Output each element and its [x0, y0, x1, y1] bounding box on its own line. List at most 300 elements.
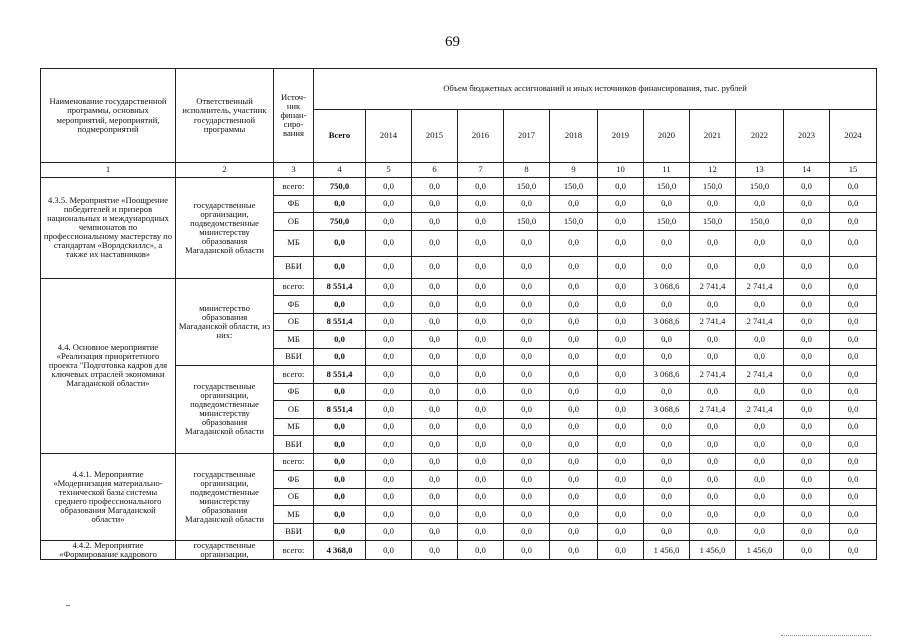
year-value: 0,0 [690, 331, 736, 349]
year-value: 0,0 [504, 195, 550, 213]
year-value: 0,0 [598, 523, 644, 541]
funding-source: ВБИ [274, 256, 314, 278]
year-value: 0,0 [412, 195, 458, 213]
funding-source: ФБ [274, 195, 314, 213]
header-year: 2022 [736, 110, 784, 163]
year-value: 0,0 [412, 383, 458, 401]
year-value: 0,0 [366, 348, 412, 366]
year-value: 0,0 [458, 195, 504, 213]
column-number: 11 [644, 163, 690, 178]
year-value: 0,0 [458, 213, 504, 231]
header-responsible: Ответственный исполнитель, участник государственной программы [176, 69, 274, 163]
year-value: 0,0 [458, 348, 504, 366]
column-number: 15 [830, 163, 877, 178]
year-value: 0,0 [644, 418, 690, 436]
funding-source: ВБИ [274, 348, 314, 366]
column-number: 3 [274, 163, 314, 178]
year-value: 0,0 [504, 383, 550, 401]
year-value: 0,0 [784, 313, 830, 331]
year-value: 0,0 [784, 366, 830, 384]
header-year: 2018 [550, 110, 598, 163]
year-value: 0,0 [598, 313, 644, 331]
year-value: 0,0 [644, 256, 690, 278]
year-value: 0,0 [736, 256, 784, 278]
year-value: 0,0 [458, 523, 504, 541]
responsible-executor: государственные организации, подведомственные министерству образования Магаданской области [176, 178, 274, 279]
year-value: 1 456,0 [736, 541, 784, 560]
year-value: 0,0 [644, 331, 690, 349]
year-value: 0,0 [598, 471, 644, 489]
year-value: 0,0 [458, 278, 504, 296]
year-value: 0,0 [830, 195, 877, 213]
year-value: 0,0 [550, 256, 598, 278]
total-value: 0,0 [314, 296, 366, 314]
year-value: 0,0 [412, 401, 458, 419]
year-value: 0,0 [550, 331, 598, 349]
year-value: 0,0 [412, 296, 458, 314]
year-value: 0,0 [550, 471, 598, 489]
year-value: 0,0 [690, 195, 736, 213]
year-value: 0,0 [458, 331, 504, 349]
year-value: 0,0 [366, 366, 412, 384]
year-value: 0,0 [736, 506, 784, 524]
year-value: 0,0 [412, 366, 458, 384]
total-value: 0,0 [314, 523, 366, 541]
year-value: 0,0 [458, 401, 504, 419]
funding-source: ВБИ [274, 436, 314, 454]
year-value: 0,0 [830, 523, 877, 541]
year-value: 0,0 [690, 523, 736, 541]
total-value: 0,0 [314, 436, 366, 454]
year-value: 0,0 [830, 488, 877, 506]
year-value: 0,0 [598, 296, 644, 314]
year-value: 0,0 [784, 506, 830, 524]
header-year: 2015 [412, 110, 458, 163]
year-value: 0,0 [550, 436, 598, 454]
year-value: 0,0 [736, 383, 784, 401]
funding-source: ФБ [274, 471, 314, 489]
year-value: 0,0 [412, 213, 458, 231]
funding-source: ФБ [274, 296, 314, 314]
year-value: 0,0 [412, 256, 458, 278]
year-value: 0,0 [504, 401, 550, 419]
year-value: 0,0 [690, 256, 736, 278]
header-year: 2020 [644, 110, 690, 163]
total-value: 8 551,4 [314, 313, 366, 331]
year-value: 0,0 [504, 366, 550, 384]
year-value: 150,0 [504, 213, 550, 231]
year-value: 150,0 [690, 213, 736, 231]
total-value: 0,0 [314, 488, 366, 506]
year-value: 0,0 [412, 178, 458, 196]
year-value: 0,0 [830, 178, 877, 196]
header-year: 2023 [784, 110, 830, 163]
column-number: 4 [314, 163, 366, 178]
year-value: 0,0 [784, 418, 830, 436]
year-value: 0,0 [690, 488, 736, 506]
year-value: 3 068,6 [644, 366, 690, 384]
year-value: 0,0 [784, 523, 830, 541]
year-value: 0,0 [366, 213, 412, 231]
total-value: 0,0 [314, 348, 366, 366]
column-number: 12 [690, 163, 736, 178]
year-value: 0,0 [504, 348, 550, 366]
year-value: 0,0 [598, 401, 644, 419]
column-number: 7 [458, 163, 504, 178]
year-value: 0,0 [830, 541, 877, 560]
program-name: 4.4.1. Мероприятие «Модернизация материально-технической базы системы среднего профессионального образования Магаданской области» [41, 453, 176, 541]
year-value: 0,0 [598, 256, 644, 278]
funding-source: ВБИ [274, 523, 314, 541]
total-value: 8 551,4 [314, 366, 366, 384]
margin-mark [66, 605, 70, 606]
program-name: 4.3.5. Мероприятие «Поощрение победителей и призеров национальных и международных чемпионатов по профессиональному мастерству по стандартам «Ворлдскиллс», а также их наставников» [41, 178, 176, 279]
year-value: 0,0 [366, 506, 412, 524]
column-numbers-row [41, 163, 877, 178]
header-name: Наименование государственной программы, основных мероприятий, мероприятий, подмероприятий [41, 69, 176, 163]
year-value: 0,0 [504, 256, 550, 278]
total-value: 0,0 [314, 383, 366, 401]
year-value: 0,0 [784, 178, 830, 196]
year-value: 2 741,4 [736, 401, 784, 419]
year-value: 0,0 [690, 230, 736, 256]
responsible-executor: государственные организации, подведомственные министерству образования Магаданской области [176, 366, 274, 454]
footer-dots [781, 635, 871, 636]
year-value: 2 741,4 [736, 366, 784, 384]
year-value: 0,0 [830, 230, 877, 256]
year-value: 0,0 [550, 313, 598, 331]
year-value: 0,0 [550, 453, 598, 471]
year-value: 0,0 [550, 488, 598, 506]
year-value: 0,0 [366, 401, 412, 419]
year-value: 0,0 [690, 471, 736, 489]
year-value: 2 741,4 [690, 278, 736, 296]
column-number: 10 [598, 163, 644, 178]
year-value: 0,0 [736, 296, 784, 314]
year-value: 0,0 [550, 230, 598, 256]
year-value: 0,0 [644, 230, 690, 256]
year-value: 0,0 [690, 436, 736, 454]
year-value: 0,0 [412, 278, 458, 296]
year-value: 0,0 [598, 383, 644, 401]
total-value: 8 551,4 [314, 278, 366, 296]
year-value: 3 068,6 [644, 313, 690, 331]
year-value: 0,0 [550, 523, 598, 541]
year-value: 0,0 [644, 453, 690, 471]
year-value: 0,0 [784, 331, 830, 349]
year-value: 150,0 [644, 178, 690, 196]
year-value: 0,0 [598, 541, 644, 560]
year-value: 0,0 [550, 195, 598, 213]
year-value: 0,0 [458, 436, 504, 454]
year-value: 0,0 [644, 436, 690, 454]
year-value: 0,0 [690, 506, 736, 524]
year-value: 0,0 [366, 313, 412, 331]
year-value: 0,0 [412, 331, 458, 349]
header-year: 2024 [830, 110, 877, 163]
year-value: 0,0 [458, 296, 504, 314]
year-value: 0,0 [412, 313, 458, 331]
total-value: 0,0 [314, 256, 366, 278]
total-value: 0,0 [314, 195, 366, 213]
year-value: 2 741,4 [736, 278, 784, 296]
year-value: 0,0 [830, 213, 877, 231]
year-value: 0,0 [412, 418, 458, 436]
year-value: 0,0 [644, 488, 690, 506]
year-value: 0,0 [458, 488, 504, 506]
year-value: 0,0 [736, 331, 784, 349]
header-year: 2014 [366, 110, 412, 163]
year-value: 0,0 [736, 230, 784, 256]
column-number: 8 [504, 163, 550, 178]
year-value: 0,0 [598, 178, 644, 196]
year-value: 150,0 [550, 178, 598, 196]
year-value: 0,0 [366, 278, 412, 296]
year-value: 0,0 [598, 213, 644, 231]
responsible-executor: государственные организации, подведомственные министерству образования Магаданской области [176, 453, 274, 541]
year-value: 0,0 [830, 436, 877, 454]
year-value: 0,0 [784, 195, 830, 213]
year-value: 0,0 [830, 418, 877, 436]
year-value: 0,0 [550, 296, 598, 314]
funding-source: ОБ [274, 401, 314, 419]
year-value: 0,0 [458, 453, 504, 471]
year-value: 0,0 [736, 348, 784, 366]
year-value: 0,0 [504, 436, 550, 454]
year-value: 0,0 [644, 383, 690, 401]
year-value: 0,0 [830, 313, 877, 331]
total-value: 750,0 [314, 178, 366, 196]
year-value: 0,0 [690, 296, 736, 314]
year-value: 0,0 [598, 366, 644, 384]
year-value: 0,0 [830, 331, 877, 349]
year-value: 0,0 [458, 383, 504, 401]
funding-source: всего: [274, 541, 314, 560]
year-value: 0,0 [598, 453, 644, 471]
year-value: 0,0 [366, 523, 412, 541]
year-value: 0,0 [690, 418, 736, 436]
year-value: 0,0 [366, 453, 412, 471]
total-value: 750,0 [314, 213, 366, 231]
year-value: 150,0 [644, 213, 690, 231]
year-value: 0,0 [550, 383, 598, 401]
header-year: 2017 [504, 110, 550, 163]
year-value: 0,0 [550, 541, 598, 560]
year-value: 0,0 [644, 195, 690, 213]
year-value: 2 741,4 [690, 313, 736, 331]
year-value: 0,0 [784, 213, 830, 231]
year-value: 2 741,4 [690, 401, 736, 419]
year-value: 0,0 [784, 436, 830, 454]
year-value: 0,0 [784, 383, 830, 401]
funding-source: МБ [274, 418, 314, 436]
year-value: 3 068,6 [644, 278, 690, 296]
year-value: 0,0 [504, 488, 550, 506]
year-value: 0,0 [412, 523, 458, 541]
funding-source: всего: [274, 453, 314, 471]
total-value: 8 551,4 [314, 401, 366, 419]
year-value: 0,0 [598, 195, 644, 213]
year-value: 0,0 [644, 471, 690, 489]
year-value: 0,0 [644, 296, 690, 314]
year-value: 0,0 [830, 471, 877, 489]
year-value: 0,0 [784, 453, 830, 471]
year-value: 0,0 [504, 418, 550, 436]
table-row [41, 453, 877, 471]
year-value: 0,0 [366, 178, 412, 196]
header-volume: Объем бюджетных ассигнований и иных источников финансирования, тыс. рублей [314, 69, 877, 110]
table-row [41, 541, 877, 560]
year-value: 0,0 [598, 436, 644, 454]
year-value: 150,0 [736, 178, 784, 196]
funding-source: всего: [274, 366, 314, 384]
year-value: 0,0 [458, 256, 504, 278]
year-value: 0,0 [784, 278, 830, 296]
year-value: 0,0 [504, 506, 550, 524]
year-value: 0,0 [412, 488, 458, 506]
table-row [41, 178, 877, 196]
year-value: 150,0 [550, 213, 598, 231]
year-value: 0,0 [598, 488, 644, 506]
year-value: 0,0 [504, 523, 550, 541]
year-value: 0,0 [550, 366, 598, 384]
year-value: 0,0 [412, 506, 458, 524]
year-value: 0,0 [458, 230, 504, 256]
header-source: Источ-ник финан-сиро-вания [274, 69, 314, 163]
year-value: 0,0 [784, 541, 830, 560]
year-value: 150,0 [690, 178, 736, 196]
year-value: 0,0 [830, 366, 877, 384]
year-value: 0,0 [550, 506, 598, 524]
table-row [41, 278, 877, 296]
year-value: 0,0 [366, 296, 412, 314]
year-value: 0,0 [784, 256, 830, 278]
year-value: 0,0 [504, 471, 550, 489]
year-value: 1 456,0 [690, 541, 736, 560]
header-year: 2016 [458, 110, 504, 163]
year-value: 0,0 [412, 230, 458, 256]
year-value: 0,0 [458, 178, 504, 196]
year-value: 0,0 [690, 348, 736, 366]
year-value: 0,0 [736, 436, 784, 454]
column-number: 2 [176, 163, 274, 178]
responsible-executor: министерство образования Магаданской области, из них: [176, 278, 274, 366]
year-value: 150,0 [736, 213, 784, 231]
column-number: 6 [412, 163, 458, 178]
year-value: 0,0 [504, 541, 550, 560]
year-value: 0,0 [366, 541, 412, 560]
header-row [41, 69, 877, 110]
year-value: 0,0 [690, 453, 736, 471]
year-value: 0,0 [736, 488, 784, 506]
year-value: 0,0 [504, 230, 550, 256]
total-value: 0,0 [314, 453, 366, 471]
year-value: 0,0 [736, 195, 784, 213]
header-year: 2019 [598, 110, 644, 163]
year-value: 0,0 [458, 471, 504, 489]
column-number: 13 [736, 163, 784, 178]
responsible-executor: государственные организации, [176, 541, 274, 560]
year-value: 0,0 [736, 523, 784, 541]
year-value: 150,0 [504, 178, 550, 196]
year-value: 0,0 [366, 331, 412, 349]
year-value: 2 741,4 [690, 366, 736, 384]
column-number: 9 [550, 163, 598, 178]
header-year: Всего [314, 110, 366, 163]
year-value: 0,0 [598, 506, 644, 524]
year-value: 0,0 [550, 348, 598, 366]
funding-source: ОБ [274, 213, 314, 231]
year-value: 3 068,6 [644, 401, 690, 419]
year-value: 0,0 [644, 506, 690, 524]
year-value: 0,0 [784, 488, 830, 506]
year-value: 0,0 [550, 418, 598, 436]
year-value: 0,0 [784, 296, 830, 314]
column-number: 14 [784, 163, 830, 178]
column-number: 1 [41, 163, 176, 178]
year-value: 0,0 [366, 230, 412, 256]
year-value: 0,0 [504, 331, 550, 349]
year-value: 0,0 [458, 418, 504, 436]
total-value: 4 368,0 [314, 541, 366, 560]
funding-source: МБ [274, 331, 314, 349]
year-value: 0,0 [830, 296, 877, 314]
year-value: 0,0 [784, 401, 830, 419]
year-value: 0,0 [598, 278, 644, 296]
year-value: 0,0 [366, 488, 412, 506]
year-value: 0,0 [412, 471, 458, 489]
total-value: 0,0 [314, 418, 366, 436]
year-value: 0,0 [598, 348, 644, 366]
year-value: 0,0 [598, 418, 644, 436]
year-value: 0,0 [830, 256, 877, 278]
year-value: 0,0 [736, 471, 784, 489]
year-value: 0,0 [504, 296, 550, 314]
funding-source: ОБ [274, 313, 314, 331]
year-value: 0,0 [504, 278, 550, 296]
year-value: 0,0 [412, 541, 458, 560]
year-value: 0,0 [412, 348, 458, 366]
year-value: 0,0 [366, 383, 412, 401]
year-value: 0,0 [736, 418, 784, 436]
total-value: 0,0 [314, 506, 366, 524]
year-value: 0,0 [784, 471, 830, 489]
total-value: 0,0 [314, 230, 366, 256]
total-value: 0,0 [314, 471, 366, 489]
total-value: 0,0 [314, 331, 366, 349]
year-value: 0,0 [458, 313, 504, 331]
year-value: 0,0 [550, 401, 598, 419]
year-value: 0,0 [504, 453, 550, 471]
year-value: 0,0 [830, 278, 877, 296]
year-value: 0,0 [784, 348, 830, 366]
year-value: 0,0 [458, 506, 504, 524]
year-value: 0,0 [830, 506, 877, 524]
year-value: 0,0 [598, 331, 644, 349]
column-number: 5 [366, 163, 412, 178]
funding-source: МБ [274, 506, 314, 524]
year-value: 0,0 [366, 195, 412, 213]
year-value: 0,0 [598, 230, 644, 256]
year-value: 0,0 [644, 348, 690, 366]
year-value: 0,0 [830, 453, 877, 471]
year-value: 0,0 [550, 278, 598, 296]
year-value: 0,0 [736, 453, 784, 471]
page-number: 69 [445, 34, 460, 50]
year-value: 0,0 [644, 523, 690, 541]
year-value: 0,0 [412, 453, 458, 471]
year-value: 0,0 [366, 418, 412, 436]
